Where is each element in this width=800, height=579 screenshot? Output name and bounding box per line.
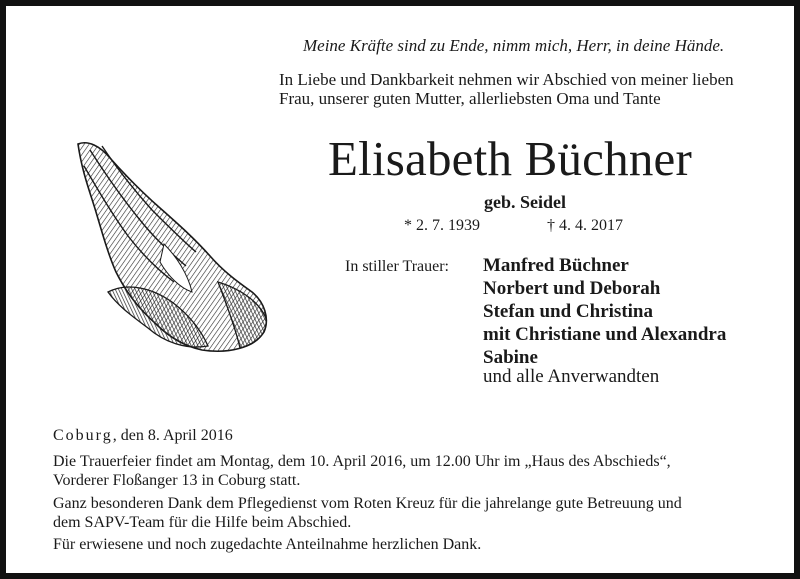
thanks-line-1: Ganz besonderen Dank dem Pflegedienst vom Roten Kreuz für die jahrelange gute Betreuung und — [53, 495, 682, 512]
funeral-line-1: Die Trauerfeier findet am Montag, dem 10. April 2016, um 12.00 Uhr im „Haus des Abschieds“, — [53, 453, 671, 470]
funeral-line-2: Vorderer Floßanger 13 in Coburg statt. — [53, 472, 301, 489]
mourner-name: mit Christiane und Alexandra — [483, 324, 727, 345]
mourning-label: In stiller Trauer: — [345, 258, 449, 275]
birth-date: * 2. 7. 1939 — [404, 217, 480, 234]
birth-name: geb. Seidel — [484, 192, 567, 212]
intro-line-2: Frau, unserer guten Mutter, allerliebsten Oma und Tante — [279, 89, 661, 108]
place-name: Coburg — [53, 427, 113, 444]
mourner-name: Sabine — [483, 347, 538, 368]
death-date: † 4. 4. 2017 — [547, 217, 623, 234]
motto-quote: Meine Kräfte sind zu Ende, nimm mich, Herr, in deine Hände. — [303, 36, 725, 55]
closing-line: Für erwiesene und noch zugedachte Anteilnahme herzlichen Dank. — [53, 536, 482, 553]
place-date-line — [53, 426, 760, 445]
deceased-name: Elisabeth Büchner — [328, 131, 692, 186]
intro-text — [279, 70, 761, 108]
mourner-name: Norbert und Deborah — [483, 278, 661, 299]
mourners-list — [483, 254, 773, 369]
praying-hands-icon — [68, 132, 278, 357]
relatives-line: und alle Anverwandten — [483, 366, 660, 387]
mourner-name: Stefan und Christina — [483, 301, 653, 322]
intro-line-1: In Liebe und Dankbarkeit nehmen wir Abschied von meiner lieben — [279, 70, 734, 89]
funeral-info — [53, 452, 760, 490]
thanks-info — [53, 494, 760, 532]
mourner-name: Manfred Büchner — [483, 255, 629, 276]
thanks-line-2: dem SAPV-Team für die Hilfe beim Abschied. — [53, 514, 352, 531]
announcement-date: , den 8. April 2016 — [112, 427, 233, 444]
